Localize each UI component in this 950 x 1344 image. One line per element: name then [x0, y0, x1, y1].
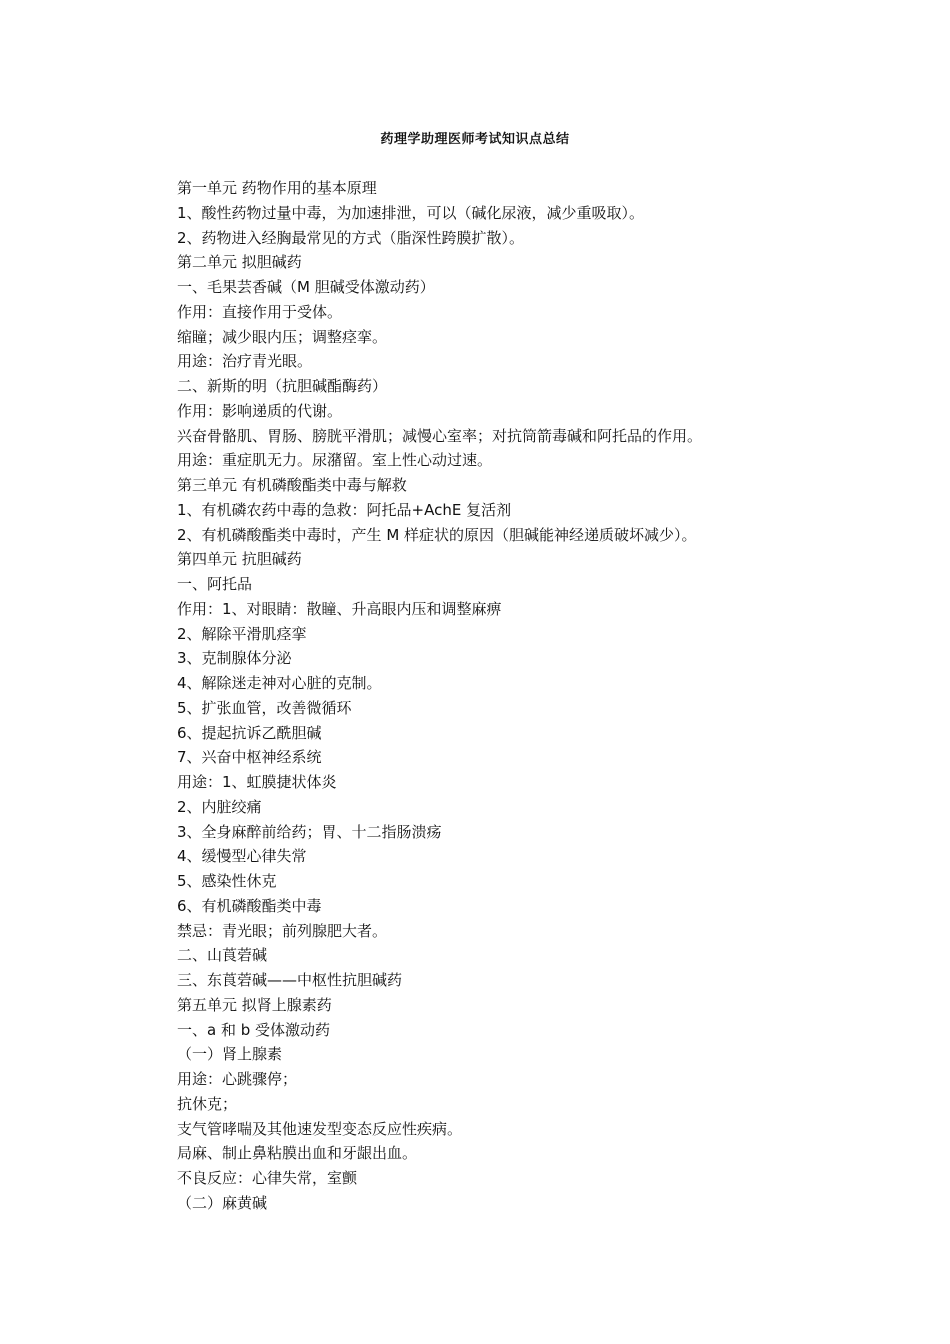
text-line: 用途：治疗青光眼。 — [177, 352, 313, 371]
text-line: 2、有机磷酸酯类中毒时，产生 M 样症状的原因（胆碱能神经递质破坏减少）。 — [177, 525, 697, 544]
text-line: 不良反应：心律失常，室颤 — [177, 1169, 358, 1187]
text-line: 6、有机磷酸酯类中毒 — [177, 896, 322, 915]
section-heading: 第五单元 拟肾上腺素药 — [177, 995, 332, 1014]
text-line: 一、阿托品 — [177, 575, 253, 593]
text-line: 6、提起抗诉乙酰胆碱 — [177, 723, 322, 742]
text-line: 2、内脏绞痛 — [177, 797, 262, 816]
text-line: （一）肾上腺素 — [177, 1045, 283, 1064]
document-title: 药理学助理医师考试知识点总结 — [380, 132, 570, 147]
text-line: 二、新斯的明（抗胆碱酯酶药） — [177, 377, 388, 395]
text-line: 2、解除平滑肌痉挛 — [177, 624, 307, 643]
document-body — [177, 176, 897, 1216]
text-line: 用途：1、虹膜捷状体炎 — [177, 773, 337, 791]
text-line: 一、a 和 b 受体激动药 — [177, 1020, 331, 1039]
text-line: 1、酸性药物过量中毒，为加速排泄，可以（碱化尿液，减少重吸取）。 — [177, 203, 645, 222]
text-line: 一、毛果芸香碱（M 胆碱受体激动药） — [177, 278, 435, 296]
text-line: 支气管哮喘及其他速发型变态反应性疾病。 — [177, 1119, 463, 1138]
text-line: 兴奋骨骼肌、胃肠、膀胱平滑肌；减慢心室率；对抗筒箭毒碱和阿托品的作用。 — [177, 426, 703, 445]
text-line: 4、缓慢型心律失常 — [177, 847, 307, 866]
text-line: 2、药物进入经胸最常见的方式（脂深性跨膜扩散）。 — [177, 228, 525, 247]
text-line: 1、有机磷农药中毒的急救：阿托品+AchE 复活剂 — [177, 500, 512, 519]
text-line: （二）麻黄碱 — [177, 1193, 268, 1212]
text-line: 二、山莨菪碱 — [177, 946, 268, 965]
text-line: 缩瞳；减少眼内压；调整痉挛。 — [177, 327, 388, 346]
text-line: 用途：重症肌无力。尿潴留。室上性心动过速。 — [177, 451, 493, 470]
text-line: 禁忌：青光眼；前列腺肥大者。 — [177, 921, 388, 940]
text-line: 作用：直接作用于受体。 — [177, 302, 343, 321]
text-line: 3、克制腺体分泌 — [177, 649, 292, 668]
section-heading: 第二单元 拟胆碱药 — [177, 253, 302, 272]
text-line: 4、解除迷走神对心脏的克制。 — [177, 674, 382, 692]
text-line: 3、全身麻醉前给药；胃、十二指肠溃疡 — [177, 822, 442, 841]
text-line: 7、兴奋中枢神经系统 — [177, 748, 322, 767]
text-line: 5、感染性休克 — [177, 872, 277, 890]
section-heading: 第四单元 抗胆碱药 — [177, 550, 302, 569]
text-line: 用途：心跳骤停； — [177, 1070, 298, 1088]
text-line: 5、扩张血管，改善微循环 — [177, 698, 352, 717]
section-heading: 第三单元 有机磷酸酯类中毒与解救 — [177, 476, 407, 494]
section-heading: 第一单元 药物作用的基本原理 — [177, 179, 377, 197]
text-line: 局麻、制止鼻粘膜出血和牙龈出血。 — [177, 1144, 418, 1163]
text-line: 作用：1、对眼睛：散瞳、升高眼内压和调整麻痹 — [177, 599, 502, 618]
text-line: 三、东莨菪碱——中枢性抗胆碱药 — [177, 971, 403, 989]
text-line: 作用：影响递质的代谢。 — [177, 401, 343, 420]
text-line: 抗休克； — [177, 1094, 238, 1113]
